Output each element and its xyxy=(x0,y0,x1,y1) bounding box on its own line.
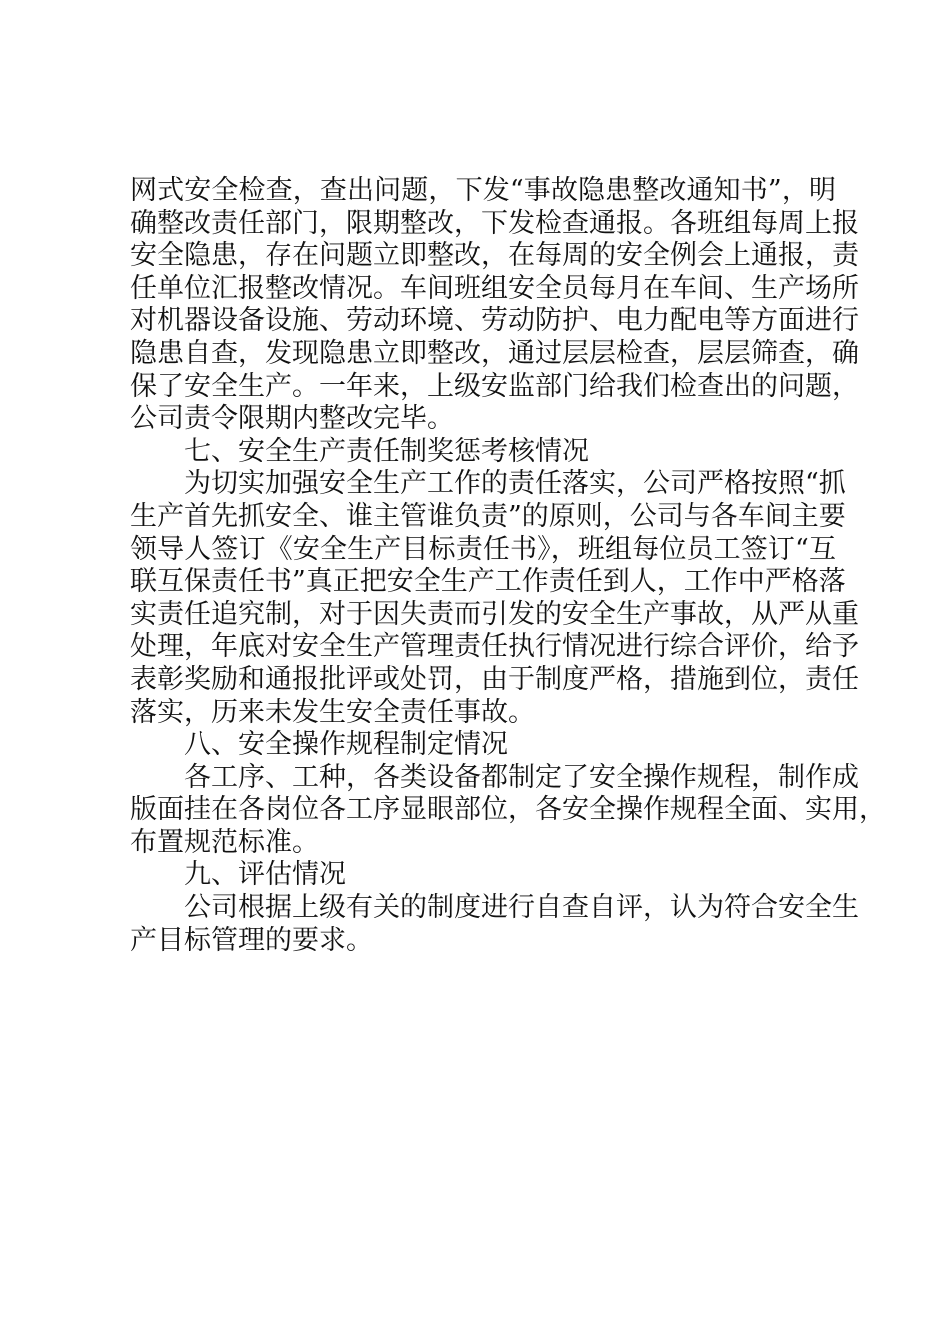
text-line: 版面挂在各岗位各工序显眼部位，各安全操作规程全面、实用， xyxy=(130,794,886,826)
section-heading xyxy=(130,436,836,469)
text-line: 公司根据上级有关的制度进行自查自评，认为符合安全生 xyxy=(184,892,859,924)
text-line: 生产首先抓安全、谁主管谁负责”的原则，公司与各车间主要 xyxy=(130,500,846,532)
text-line: 任单位汇报整改情况。车间班组安全员每月在车间、生产场所 xyxy=(130,272,859,304)
text-line: 领导人签订《安全生产目标责任书》，班组每位员工签订“互 xyxy=(130,533,836,565)
document-body xyxy=(130,175,886,957)
section-heading-text: 七、安全生产责任制奖惩考核情况 xyxy=(184,435,589,467)
text-line: 联互保责任书”真正把安全生产工作责任到人，工作中严格落 xyxy=(130,566,846,598)
text-line: 各工序、工种，各类设备都制定了安全操作规程，制作成 xyxy=(184,761,859,793)
text-line: 表彰奖励和通报批评或处罚，由于制度严格，措施到位，责任 xyxy=(130,663,859,695)
text-line: 网式安全检查，查出问题，下发“事故隐患整改通知书”，明 xyxy=(130,175,836,206)
text-line: 为切实加强安全生产工作的责任落实，公司严格按照“抓 xyxy=(184,468,846,500)
section-heading xyxy=(130,729,836,762)
text-line: 对机器设备设施、劳动环境、劳动防护、电力配电等方面进行 xyxy=(130,305,859,337)
text-line: 保了安全生产。一年来，上级安监部门给我们检查出的问题， xyxy=(130,370,859,402)
text-line: 安全隐患，存在问题立即整改，在每周的安全例会上通报，责 xyxy=(130,240,859,272)
text-line: 确整改责任部门，限期整改，下发检查通报。各班组每周上报 xyxy=(130,207,859,239)
text-line: 实责任追究制，对于因失责而引发的安全生产事故，从严从重 xyxy=(130,598,859,630)
paragraph xyxy=(130,892,859,957)
paragraph xyxy=(130,175,859,436)
text-line: 隐患自查，发现隐患立即整改，通过层层检查，层层筛查，确 xyxy=(130,337,859,369)
section-heading xyxy=(130,859,836,892)
text-line: 产目标管理的要求。 xyxy=(130,924,373,956)
paragraph xyxy=(130,761,886,860)
text-line: 公司责令限期内整改完毕。 xyxy=(130,403,454,435)
section-heading-text: 九、评估情况 xyxy=(184,859,346,891)
paragraph xyxy=(130,468,859,729)
text-line: 落实，历来未发生安全责任事故。 xyxy=(130,696,535,728)
section-heading-text: 八、安全操作规程制定情况 xyxy=(184,729,508,761)
text-line: 处理，年底对安全生产管理责任执行情况进行综合评价，给予 xyxy=(130,631,859,663)
text-line: 布置规范标准。 xyxy=(130,826,319,858)
